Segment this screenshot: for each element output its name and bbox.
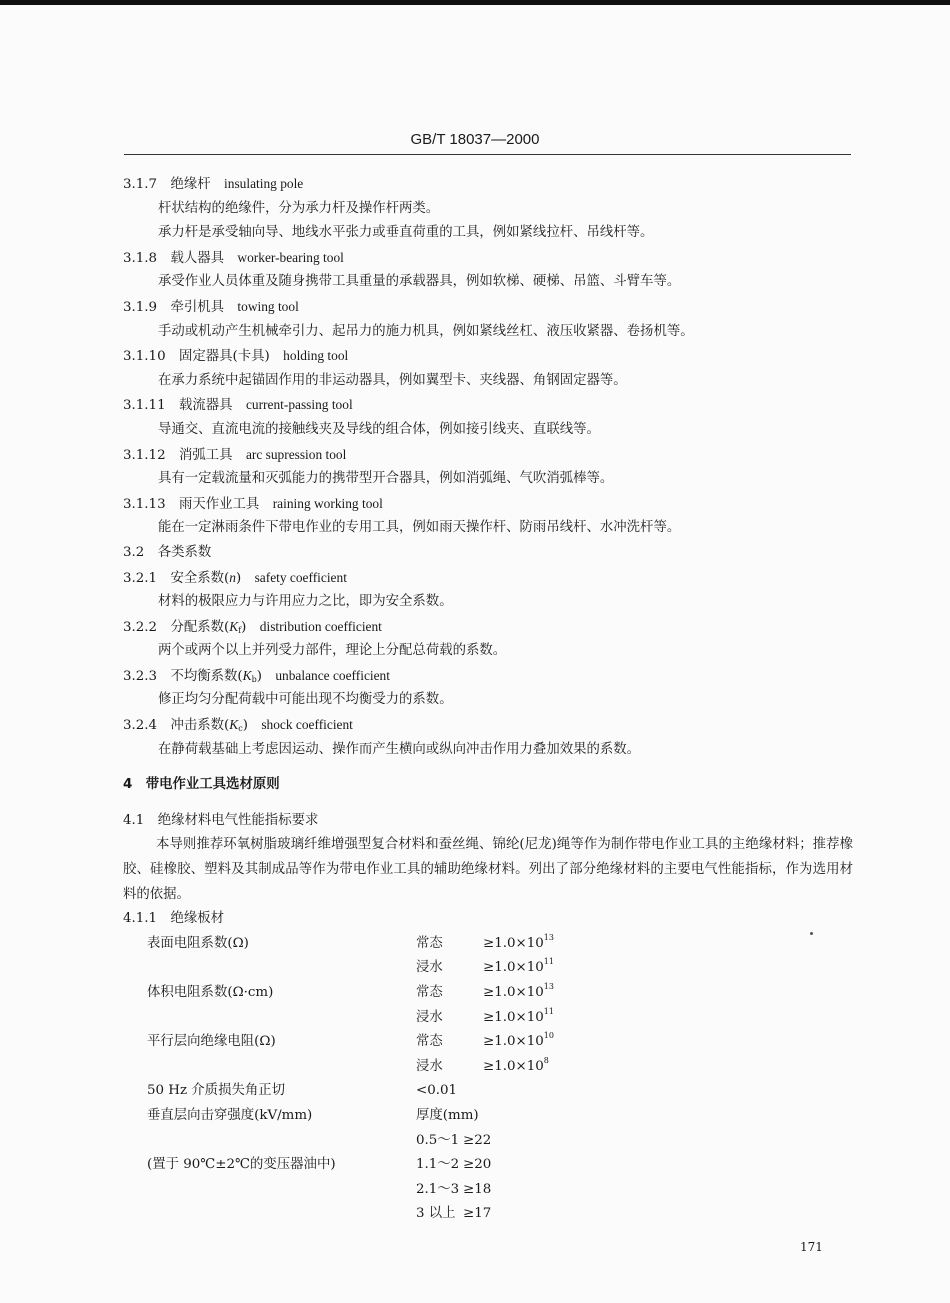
top-border (0, 0, 950, 5)
subsection-heading: 4.1.1 绝缘板材 (123, 911, 225, 927)
term-heading: 3.1.10 固定器具(卡具) holding tool (123, 348, 349, 365)
spec-row: 浸水 $\ge 1.0\times 10^{11}$ (416, 1006, 554, 1025)
spec-row: 平行层向绝缘电阻(Ω) 常态 $\ge 1.0\times 10^{10}$ (147, 1031, 554, 1050)
page-header (0, 131, 950, 148)
spec-row: 体积电阻系数(Ω·cm) 常态 $\ge 1.0\times 10^{13}$ (147, 982, 554, 1000)
spec-row: 0.5～1 ≥22 (416, 1132, 492, 1148)
coef-heading: 3.2.2 分配系数$(K_f)$ distribution coefficient (123, 618, 382, 635)
coef-heading: 3.2.1 安全系数(n) safety coefficient (123, 569, 347, 586)
coef-desc: 两个或两个以上并列受力部件，理论上分配总荷载的系数。 (158, 643, 507, 659)
term-heading: 3.1.12 消弧工具 arc supression tool (123, 446, 347, 463)
section-heading: 4.1 绝缘材料电气性能指标要求 (123, 812, 319, 828)
term-desc: 手动或机动产生机械牵引力、起吊力的施力机具，例如紧线丝杠、液压收紧器、卷扬机等。 (158, 323, 694, 339)
spec-row: 浸水 $\ge 1.0\times 10^{11}$ (416, 957, 554, 976)
term-heading: 3.1.9 牵引机具 towing tool (123, 298, 299, 315)
standard-code: GB/T 18037—2000 (410, 131, 540, 148)
coef-desc: 修正均匀分配荷载中可能出现不均衡受力的系数。 (158, 692, 453, 708)
spec-row: 3 以上 ≥17 (416, 1206, 492, 1222)
term-desc: 承受作业人员体重及随身携带工具重量的承载器具，例如软梯、硬梯、吊篮、斗臂车等。 (158, 274, 681, 290)
term-desc: 杆状结构的绝缘件，分为承力杆及操作杆两类。 (158, 200, 440, 216)
coef-desc: 材料的极限应力与许用应力之比，即为安全系数。 (158, 594, 453, 610)
term-heading: 3.1.8 载人器具 worker-bearing tool (123, 249, 344, 266)
coef-heading: 3.2.3 不均衡系数$(K_b)$ unbalance coefficient (123, 667, 390, 684)
spec-row: 表面电阻系数(Ω) 常态 $\ge 1.0\times 10^{13}$ (147, 932, 554, 951)
header-rule (124, 154, 851, 155)
term-desc: 承力杆是承受轴向导、地线水平张力或垂直荷重的工具，例如紧线拉杆、吊线杆等。 (158, 225, 654, 241)
term-desc: 在承力系统中起锚固作用的非运动器具，例如翼型卡、夹线器、角钢固定器等。 (158, 372, 627, 388)
term-desc: 具有一定载流量和灭弧能力的携带型开合器具，例如消弧绳、气吹消弧棒等。 (158, 471, 614, 487)
term-heading: 3.1.13 雨天作业工具 raining working tool (123, 495, 383, 512)
spec-row: 2.1～3 ≥18 (416, 1181, 492, 1197)
term-desc: 能在一定淋雨条件下带电作业的专用工具，例如雨天操作杆、防雨吊线杆、水冲洗杆等。 (158, 520, 681, 536)
spec-row: 50 Hz 介质损失角正切 <0.01 (147, 1083, 458, 1099)
spec-row: (置于 90℃±2℃的变压器油中) 1.1～2 ≥20 (147, 1157, 492, 1173)
chapter-heading: 4 带电作业工具选材原则 (123, 777, 280, 793)
coef-heading: 3.2.4 冲击系数$(K_c)$ shock coefficient (123, 717, 353, 734)
page-number: 171 (800, 1240, 823, 1254)
spec-row: 浸水 $\ge 1.0\times 10^8$ (416, 1055, 549, 1074)
section-heading: 3.2 各类系数 (123, 544, 212, 560)
term-desc: 导通交、直流电流的接触线夹及导线的组合体，例如接引线夹、直联线等。 (158, 421, 600, 437)
spec-row: 垂直层向击穿强度(kV/mm) 厚度(mm) (147, 1107, 479, 1123)
term-heading: 3.1.11 载流器具 current-passing tool (123, 397, 353, 414)
coef-desc: 在静荷载基础上考虑因运动、操作而产生横向或纵向冲击作用力叠加效果的系数。 (158, 741, 641, 757)
section-paragraph: 本导则推荐环氧树脂玻璃纤维增强型复合材料和蚕丝绳、锦纶(尼龙)绳等作为制作带电作业工具的主绝缘材料；推荐橡胶、硅橡胶、塑料及其制成品等作为带电作业工具的辅助绝缘材料。列出了部分绝缘材料的主要电气性能指标，作为选用材料的依据。 (123, 837, 853, 902)
document-body (123, 172, 853, 1227)
term-heading: 3.1.7 绝缘杆 insulating pole (123, 176, 304, 192)
